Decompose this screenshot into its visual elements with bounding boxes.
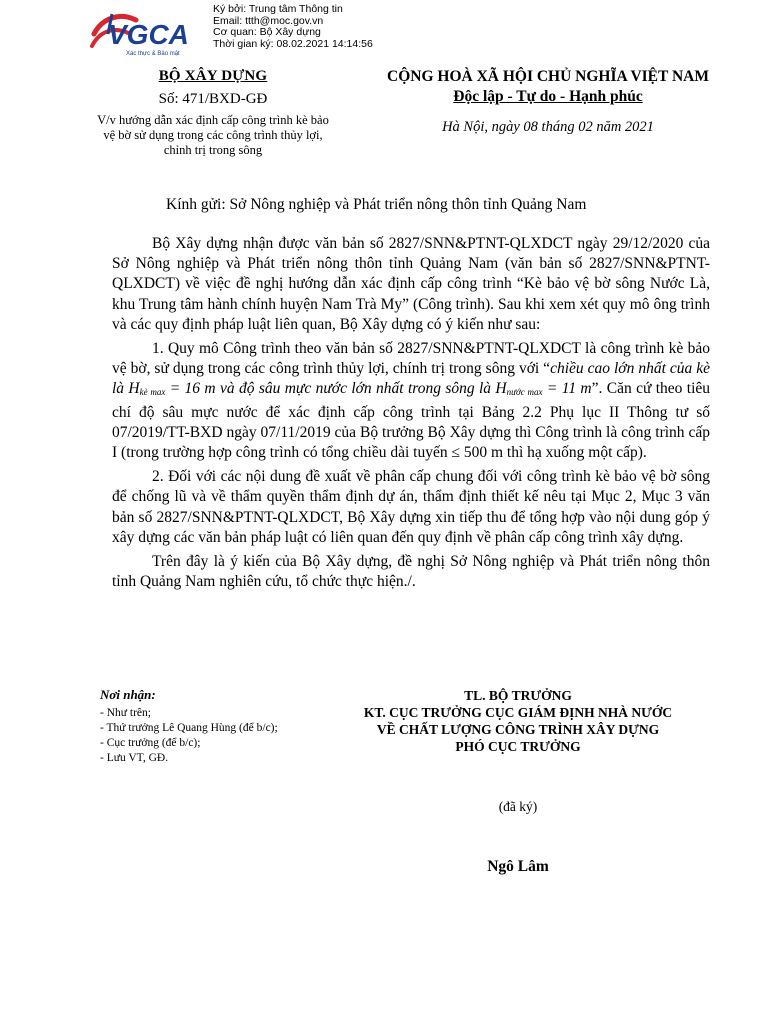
signer-name: Ngô Lâm	[487, 858, 549, 875]
receivers-list	[100, 687, 340, 766]
receivers-title: Nơi nhận:	[100, 687, 156, 702]
digital-signature-info	[213, 4, 373, 50]
issuer-header	[96, 68, 330, 158]
signer-line: Ký bởi: Trung tâm Thông tin	[213, 3, 343, 15]
receiver-item: - Như trên;	[100, 707, 151, 719]
p2-italic-1: chiều cao lớn nhất của kè là H	[112, 360, 710, 398]
sign-line-4: PHÓ CỤC TRƯỞNG	[455, 739, 581, 754]
email-line: Email: ttth@moc.gov.vn	[213, 14, 324, 27]
national-motto	[360, 88, 736, 106]
motto-text: Độc lập - Tự do - Hạnh phúc	[453, 88, 643, 105]
receiver-item: - Lưu VT, GĐ.	[100, 752, 169, 764]
time-line: Thời gian ký: 08.02.2021 14:14:56	[213, 37, 373, 50]
sign-line-3: VỀ CHẤT LƯỢNG CÔNG TRÌNH XÂY DỰNG	[376, 722, 660, 737]
agency-line: Cơ quan: Bộ Xây dựng	[213, 26, 321, 38]
svg-text:VGCA: VGCA	[108, 19, 189, 50]
recipient-line: Kính gửi: Sở Nông nghiệp và Phát triển nông thôn tỉnh Quảng Nam	[166, 196, 587, 213]
p2-part-b: ”. Căn cứ theo tiêu chí độ sâu mực nước để xác định cấp công trình tại Bảng 2.2 Phụ lục II Thông tư số 07/2019/TT-BXD ngày 07/11/2019 của Bộ trưởng Bộ Xây dựng thì Công trình là công trình cấp I (trong trường hợp công trình có tổng chiều dài tuyến ≤ 500 m thì hạ xuống một cấp).	[112, 380, 711, 462]
p2-part-a: 1. Quy mô Công trình theo văn bản số 2827/SNN&PTNT-QLXDCT là công trình kè bảo vệ bờ, sử dụng trong các công trình thủy lợi, chính trị trong sông với “	[112, 340, 710, 378]
paragraph-2	[112, 339, 710, 463]
issuer-agency: BỘ XÂY DỰNG	[158, 68, 268, 84]
p2-italic-2: = 16 m và độ sâu mực nước lớn nhất trong sông là H	[165, 380, 507, 398]
p2-italic-3: = 11 m	[542, 380, 592, 398]
paragraph-3: 2. Đối với các nội dung đề xuất về phân cấp chung đối với công trình kè bảo vệ bờ sông để chống lũ và về thẩm quyền thẩm định dự án, thẩm định thiết kế nêu tại Mục 2, Mục 3 văn bản số 2827/SNN&PTNT-QLXDCT, Bộ Xây dựng xin tiếp thu để tổng hợp vào nội dung góp ý xây dựng các văn bản pháp luật có liên quan đến quy định về phân cấp công trình xây dựng.	[112, 468, 710, 546]
svg-text:Xác thực & Bảo mật: Xác thực & Bảo mật	[126, 51, 180, 57]
paragraph-1: Bộ Xây dựng nhận được văn bản số 2827/SNN&PTNT-QLXDCT ngày 29/12/2020 của Sở Nông nghiệp và Phát triển nông thôn tỉnh Quảng Nam (văn bản số 2827/SNN&PTNT-QLXDCT) về việc đề nghị hướng dẫn xác định cấp công trình “Kè bảo vệ bờ sông Nước Là, khu Trung tâm hành chính huyện Nam Trà My” (Công trình). Sau khi xem xét quy mô ông trình và các quy định pháp luật liên quan, Bộ Xây dựng có ý kiến như sau:	[112, 235, 710, 333]
signed-note: (đã ký)	[498, 799, 538, 814]
sign-line-1: TL. BỘ TRƯỞNG	[464, 688, 572, 703]
receiver-item: - Cục trưởng (để b/c);	[100, 737, 201, 749]
signature-block	[330, 687, 706, 755]
sign-line-2: KT. CỤC TRƯỞNG CỤC GIÁM ĐỊNH NHÀ NƯỚC	[363, 705, 673, 720]
document-number: Số: 471/BXD-GĐ	[158, 91, 268, 107]
nation-title: CỘNG HOÀ XÃ HỘI CHỦ NGHĨA VIỆT NAM	[387, 68, 709, 85]
place-date: Hà Nội, ngày 08 tháng 02 năm 2021	[442, 119, 654, 135]
vgca-logo	[86, 4, 210, 58]
receiver-item: - Thứ trưởng Lê Quang Hùng (để b/c);	[100, 722, 278, 734]
p2-subscript-2: nước max	[506, 387, 543, 398]
vgca-logo-graphic	[86, 4, 210, 58]
national-header	[360, 68, 736, 136]
document-subject: V/v hướng dẫn xác định cấp công trình kè bảo vệ bờ sử dụng trong các công trình thủy lợi, chỉnh trị trong sông	[97, 113, 329, 157]
p2-subscript-1: kè max	[139, 387, 166, 398]
paragraph-4: Trên đây là ý kiến của Bộ Xây dựng, đề nghị Sở Nông nghiệp và Phát triển nông thôn tỉnh Quảng Nam nghiên cứu, tổ chức thực hiện./.	[112, 553, 710, 591]
document-body	[112, 234, 710, 596]
